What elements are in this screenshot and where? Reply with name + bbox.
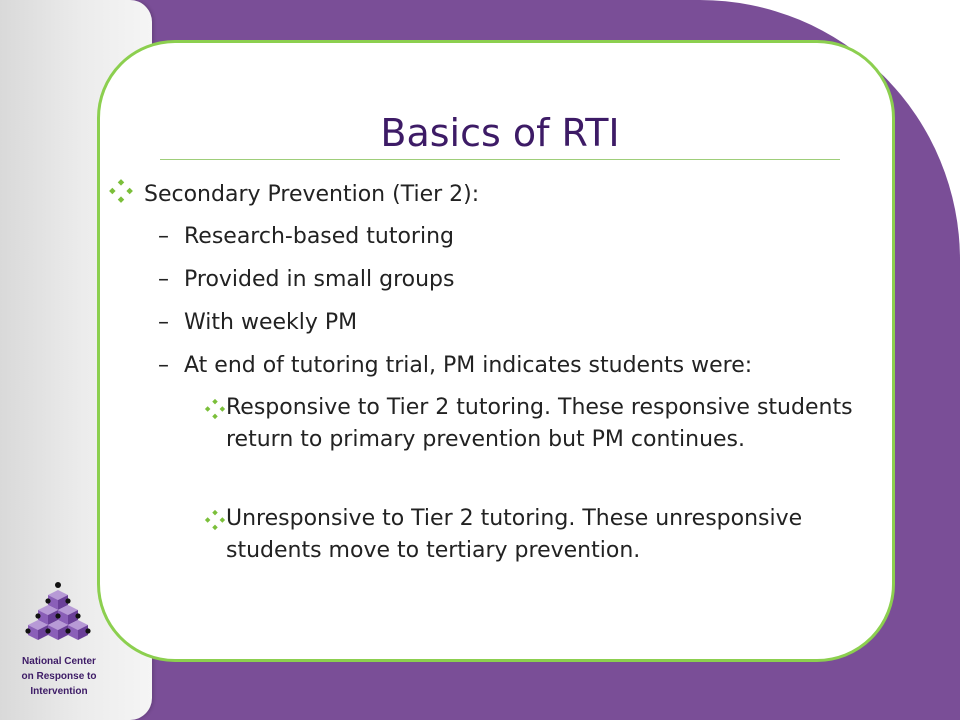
- sub-bullet-unresponsive: [204, 503, 864, 567]
- sub-item-label: Provided in small groups: [184, 267, 455, 292]
- org-name-line: Intervention: [30, 686, 88, 697]
- org-name-line: on Response to: [21, 671, 97, 682]
- sub-item-end-of-trial: [158, 349, 878, 383]
- sub-bullet-label: Responsive to Tier 2 tutoring. These responsive students return to primary prevention but PM continues.: [226, 395, 853, 452]
- diamond-bullet-icon: [204, 509, 226, 531]
- sub-item-label: Research-based tutoring: [184, 224, 454, 249]
- bullet-secondary-prevention: [108, 178, 868, 212]
- diamond-bullet-icon: [204, 398, 226, 420]
- sub-item-label: At end of tutoring trial, PM indicates students were:: [184, 353, 753, 378]
- dash-marker: –: [158, 267, 169, 292]
- bullet-label: Secondary Prevention (Tier 2):: [144, 182, 480, 207]
- diamond-bullet-icon: [108, 178, 134, 204]
- dash-marker: –: [158, 353, 169, 378]
- sub-item-label: With weekly PM: [184, 310, 358, 335]
- slide-title: Basics of RTI: [380, 111, 620, 155]
- title-divider: [160, 159, 840, 160]
- sub-bullet-label: Unresponsive to Tier 2 tutoring. These unresponsive students move to tertiary prevention.: [226, 506, 803, 563]
- org-name-line: National Center: [22, 656, 96, 667]
- cube-stack-logo-icon: [22, 580, 94, 648]
- sub-item-weekly-pm: [158, 306, 878, 340]
- sub-item-research-based-tutoring: [158, 220, 878, 254]
- dash-marker: –: [158, 224, 169, 249]
- organization-name: [0, 654, 118, 699]
- dash-marker: –: [158, 310, 169, 335]
- sub-item-small-groups: [158, 263, 878, 297]
- sub-bullet-responsive: [204, 392, 864, 456]
